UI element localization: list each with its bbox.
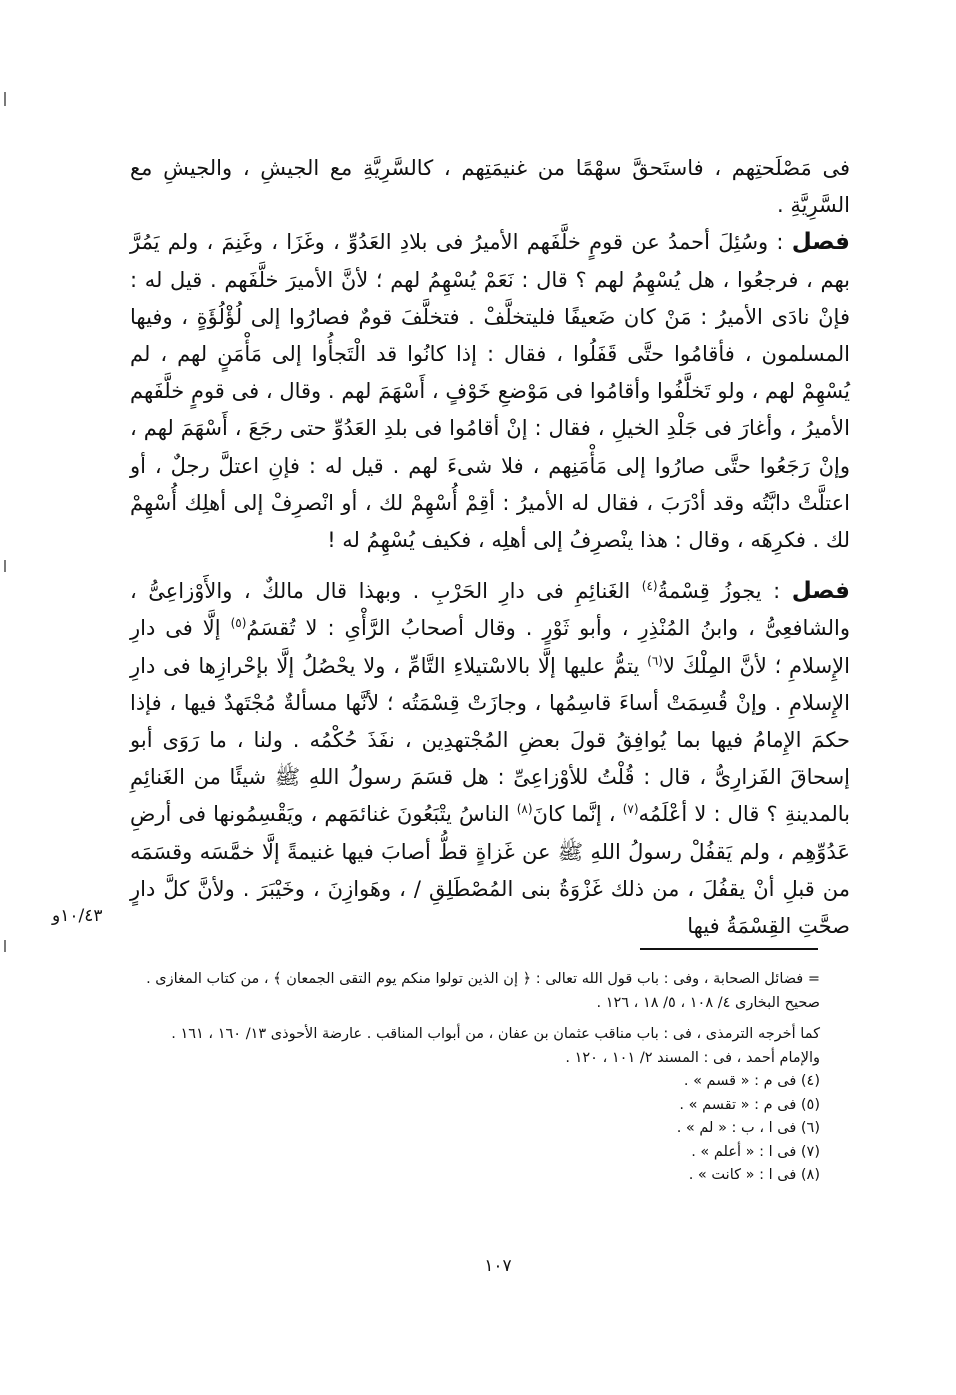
footnote-ref-6[interactable]: (٦) [647, 653, 663, 668]
paragraph-2-text: : وسُئِلَ أحمدُ عن قومٍ خلَّفَهم الأميرُ فى بلادِ العَدُوِّ ، وغَزَا ، وغَنِمَ ، ولم يَمُرَّ بهم ، فرجعُوا ، هل يُسْهِمُ لهم ؟ قال : نَعَمْ يُسْهِمُ لهم ؛ لأنَّ الأميرَ خلَّفَهم . قيل له : فإنْ نادَى الأميرُ : مَنْ كان ضَعيفًا فليتخلَّفْ . فتخلَّفَ قومٌ فصارُوا إلى لُؤْلُؤَةٍ ، وفيها المسلمون ، فأقامُوا حتَّى قَفَلُوا ، فقال : إذا كانُوا قد الْتَجأُوا إلى مَأْمَنٍ لهم ، لم يُسْهِمْ لهم ، ولو تَخلَّفُوا وأقامُوا فى مَوْضعِ خَوْفٍ ، أَسْهَمَ لهم . وقال ، فى قومٍ خلَّفَهم الأميرُ ، وأغارَ فى جَلْدِ الخيلِ ، فقال : إنْ أقامُوا فى بلدِ العَدُوِّ حتى رجَعَ ، أَسْهَمَ لهم ، وإنْ رَجَعُوا حتَّى صارُوا إلى مَأْمَنِهم ، فلا شىءَ لهم . قيل له : فإنِ اعتلَّ رجلٌ ، أو اعتلَّتْ دابَّتُه وقد أدْرَبَ ، فقال له الأميرُ : أقِمْ أُسْهِمْ لك ، أو انْصرِفْ إلى أهلِك أُسْهِمْ لك . فكرِهَه ، وقال : هذا ينْصرِفُ إلى أهلِه ، فكيف يُسْهِمُ له ! [130, 230, 850, 553]
paragraph-1 [130, 150, 850, 224]
paragraph-3-text-d: يتمُّ عليها إلَّا بالاسْتيلاءِ التَّامِّ ، ولا يحْصُلُ إلَّا بإحْرازِها فى دارِ الإِسلامِ . وإنْ قُسِمَتْ أساءَ قاسِمُها ، وجازَتْ قِسْمَتُه ؛ لأنَّها مسألةٌ مُجْتَهدٌ فيها ، فإذا حكمَ الإِمامُ فيها بما يُوافِقُ قولَ بعضِ المُجْتهدِين ، نفَذَ حُكْمُه . ولنا ، ما رَوَى أبو إسحاقَ الفَزارِىُّ ، قال : قُلْتُ للأوْزاعِىِّ : هل قسَمَ رسولُ اللهِ ﷺ شيئًا من الغَنائِمِ بالمدينةِ ؟ قال : لا أعْلَمُه [130, 653, 850, 827]
paragraph-3-text-b: الغَنائِمِ فى دارِ الحَرْبِ . وبهذا قال مالكٌ ، والأَوْزاعِىُّ ، والشافعِىُّ ، وابنُ المُنْذِرِ ، وأبو ثَوْرٍ . وقال أصحابُ الرَّأْىِ : لا تُقسَمُ [130, 579, 851, 641]
footnote-ref-7[interactable]: (٧) [622, 802, 639, 817]
footnote-6: (٦) فى ا ، ب : « لم » . [676, 1120, 820, 1136]
footnote-8: (٨) فى ا : « كانت » . [688, 1167, 820, 1183]
paragraph-3 [130, 573, 850, 945]
page-number: ١٠٧ [484, 1256, 512, 1276]
footnotes-section [130, 968, 820, 1188]
footnote-divider [640, 948, 818, 950]
footnote-5: (٥) فى م : « تقسم » . [679, 1096, 820, 1113]
footnote-ref-4[interactable]: (٤) [641, 579, 658, 594]
footnote-ref-5[interactable]: (٥) [230, 616, 247, 631]
paragraph-3-text-a: : يجوزُ قِسْمةُ [657, 579, 781, 604]
footnote-continuation: كما أخرجه الترمذى ، فى : باب مناقب عثمان بن عفان ، من أبواب المناقب . عارضة الأحوذى ١٣/ ١٦٠ ، ١٦١ . والإمام أحمد ، فى : المسند ٢/ ١٠١ ، ١٢٠ . [171, 1026, 820, 1066]
scan-edge-mark [4, 92, 6, 106]
footnote-4: (٤) فى م : « قسم » . [683, 1073, 820, 1089]
paragraph-2 [130, 224, 850, 559]
section-heading-fasl: فصل [791, 578, 850, 605]
paragraph-3-text-c: إلَّا فى دارِ الإِسلامِ ؛ لأنَّ المِلْكَ لا [130, 616, 850, 678]
footnote-7: (٧) فى ا : « أعلم » . [691, 1143, 820, 1160]
scan-edge-mark [4, 940, 6, 952]
paragraph-1-text: فى مَصْلَحتِهم ، فاستَحقَّ سهْمًا من غنيمَتِهم ، كالسَّرِيَّةِ مع الجيشِ ، والجيشِ مع السَّرِيَّةِ . [130, 156, 850, 218]
main-text-body [130, 150, 850, 945]
manuscript-folio-marker: ١٠/٤٣و [52, 906, 103, 926]
paragraph-3-text-f: الناسُ يتْبَعُونَ غنائمَهم ، ويَقْسِمُونها فى أرضِ عَدُوِّهِم ، ولم يَقفُلْ رسولُ اللهِ ﷺ عن غَزاةٍ قطُّ أصابَ فيها غنيمةً إلَّا خمَّسَه وقسَمَه من قبلِ أنْ يقفُلَ ، من ذلك غَزْوَةُ بنى المُصْطَلِقِ / ، وهَوازِنَ ، وخَيْبَرَ . ولأنَّ كلَّ دارٍ صحَّتِ القِسْمَةُ فيها [130, 802, 850, 939]
section-heading-fasl: فصل [791, 229, 850, 256]
footnote-continuation: = فضائل الصحابة ، وفى : باب قول الله تعالى : ﴿ إن الذين تولوا منكم يوم التقى الجمعان ﴾ ، من كتاب المغازى . صحيح البخارى ٤/ ١٠٨ ، ٥/ ١٨ ، ١٢٦ . [146, 971, 820, 1011]
paragraph-3-text-e: ، إنَّما كانَ [532, 802, 616, 827]
scan-edge-mark [4, 560, 6, 572]
footnote-ref-8[interactable]: (٨) [516, 802, 533, 817]
